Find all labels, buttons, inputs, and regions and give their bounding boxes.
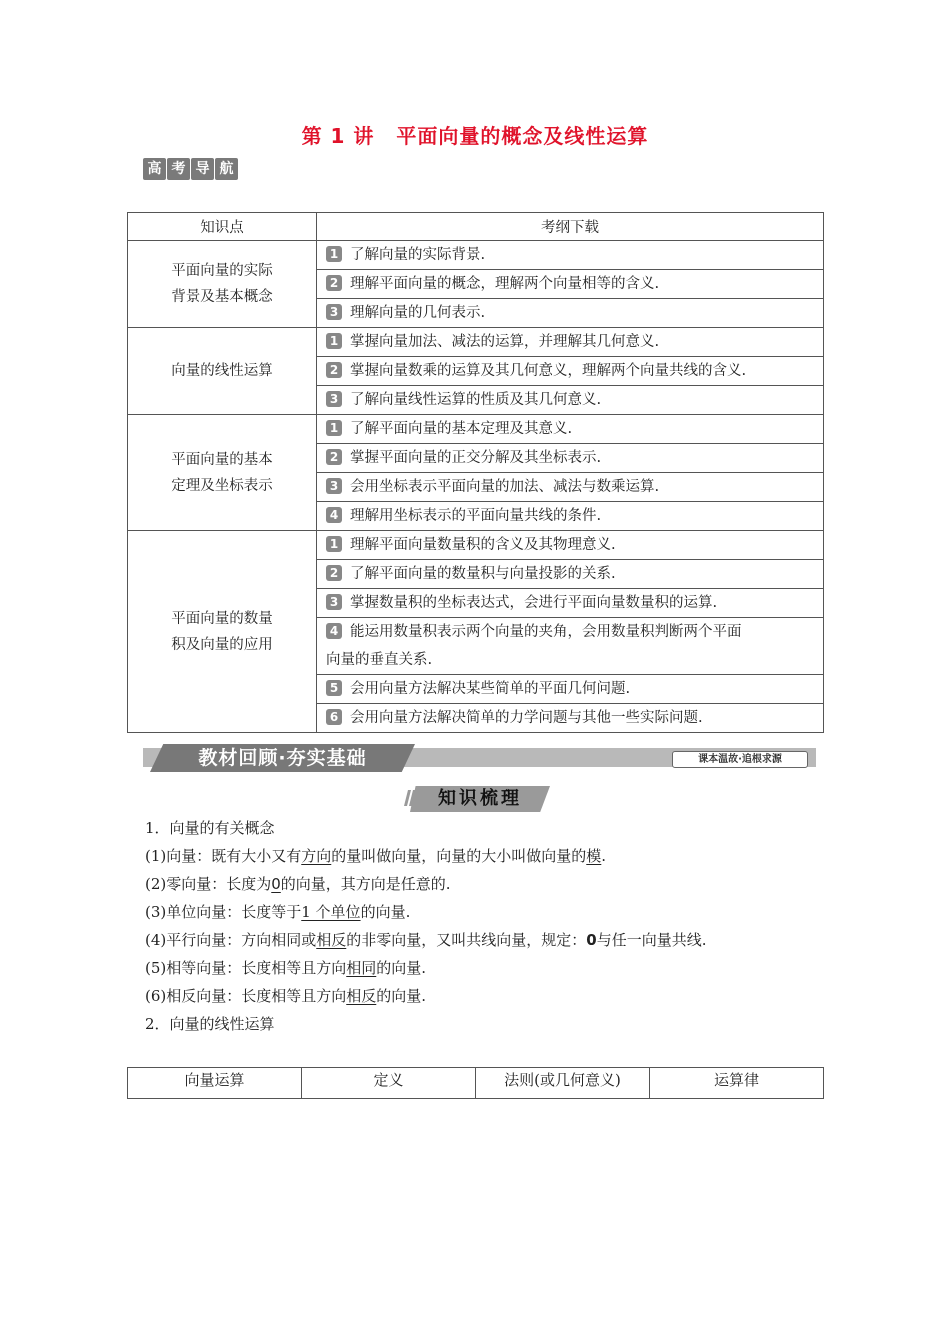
item-text-continued: 向量的垂直关系.	[326, 652, 433, 668]
outline-item	[317, 473, 824, 502]
header-outline: 考纲下载	[317, 213, 824, 241]
text: (6)相反向量：长度相等且方向	[145, 987, 347, 1005]
item-text: 了解平面向量的基本定理及其意义.	[350, 421, 573, 437]
banner-title: 教材回顾·夯实基础	[198, 747, 367, 769]
item-text: 理解向量的几何表示.	[350, 305, 486, 321]
topic-line: 平面向量的数量	[171, 610, 273, 627]
nav-char: 考	[167, 158, 190, 180]
heading-vector-concepts: 1．向量的有关概念	[145, 819, 275, 837]
item-text: 了解向量的实际背景.	[350, 247, 486, 263]
nav-char: 高	[143, 158, 166, 180]
number-badge: 2	[326, 275, 342, 291]
exam-guide-label	[143, 158, 238, 180]
item-text: 了解平面向量的数量积与向量投影的关系.	[350, 566, 616, 582]
number-badge: 2	[326, 362, 342, 378]
number-badge: 3	[326, 478, 342, 494]
text: 的非零向量，又叫共线向量，规定：	[346, 931, 587, 949]
topic-cell	[128, 241, 317, 328]
outline-item	[317, 675, 824, 704]
text: (5)相等向量：长度相等且方向	[145, 959, 347, 977]
outline-item	[317, 328, 824, 357]
number-badge: 5	[326, 680, 342, 696]
lecture-number: 第 1 讲	[301, 124, 375, 148]
outline-item	[317, 415, 824, 444]
topic-line: 积及向量的应用	[171, 636, 273, 653]
item-text: 掌握平面向量的正交分解及其坐标表示.	[350, 450, 602, 466]
section-heading: 知识梳理	[438, 788, 522, 809]
outline-item	[317, 444, 824, 473]
answer-blank: 相反	[316, 931, 347, 949]
outline-item	[317, 502, 824, 531]
table-row	[128, 241, 824, 270]
text: 与任一向量共线.	[596, 931, 707, 949]
table-header-row	[128, 213, 824, 241]
nav-char: 导	[191, 158, 214, 180]
topic-line: 向量的线性运算	[171, 363, 273, 379]
item-text: 理解平面向量数量积的含义及其物理意义.	[350, 537, 616, 553]
text: (2)零向量：长度为	[145, 875, 272, 893]
heading-linear-operations: 2．向量的线性运算	[145, 1015, 275, 1033]
text: .	[601, 847, 607, 865]
lecture-title: 平面向量的概念及线性运算	[396, 124, 649, 148]
number-badge: 6	[326, 709, 342, 725]
syllabus-table	[127, 212, 824, 733]
table-row	[128, 531, 824, 560]
nav-char: 航	[215, 158, 238, 180]
number-badge: 4	[326, 623, 342, 639]
text: (1)向量：既有大小又有	[145, 847, 302, 865]
text: 的向量.	[360, 903, 411, 921]
topic-cell	[128, 415, 317, 531]
answer-blank: 方向	[301, 847, 332, 865]
item-text: 理解平面向量的概念，理解两个向量相等的含义.	[350, 276, 660, 292]
number-badge: 4	[326, 507, 342, 523]
item-text: 掌握向量数乘的运算及其几何意义，理解两个向量共线的含义.	[350, 363, 747, 379]
outline-item	[317, 386, 824, 415]
table-header-row	[128, 1068, 824, 1099]
topic-cell	[128, 531, 317, 733]
outline-item	[317, 270, 824, 299]
topic-line: 平面向量的实际	[171, 263, 273, 279]
text: 的量叫做向量，向量的大小叫做向量的	[331, 847, 587, 865]
answer-blank: 模	[586, 847, 602, 865]
concept-unit-vector	[145, 901, 410, 923]
outline-item	[317, 299, 824, 328]
outline-item	[317, 560, 824, 589]
number-badge: 2	[326, 565, 342, 581]
number-badge: 3	[326, 391, 342, 407]
concept-equal-vector	[145, 957, 426, 979]
topic-line: 平面向量的基本	[171, 451, 273, 468]
zero-vector-symbol: 0	[586, 931, 597, 949]
header-topic: 知识点	[128, 213, 317, 241]
number-badge: 1	[326, 333, 342, 349]
banner-tag: 课本温故·追根求源	[672, 751, 808, 768]
outline-item	[317, 618, 824, 675]
item-text: 理解用坐标表示的平面向量共线的条件.	[350, 508, 602, 524]
outline-item	[317, 357, 824, 386]
number-badge: 3	[326, 594, 342, 610]
number-badge: 2	[326, 449, 342, 465]
operations-table	[127, 1067, 824, 1099]
outline-item	[317, 241, 824, 270]
header-rule: 法则(或几何意义)	[476, 1068, 650, 1099]
table-row	[128, 415, 824, 444]
number-badge: 3	[326, 304, 342, 320]
answer-blank: 相反	[346, 987, 377, 1005]
concept-vector	[145, 845, 606, 867]
number-badge: 1	[326, 246, 342, 262]
page-title	[0, 120, 950, 149]
outline-item	[317, 589, 824, 618]
text: (4)平行向量：方向相同或	[145, 931, 317, 949]
item-text: 了解向量线性运算的性质及其几何意义.	[350, 392, 602, 408]
topic-line: 定理及坐标表示	[171, 477, 273, 494]
item-text: 掌握数量积的坐标表达式，会进行平面向量数量积的运算.	[350, 595, 718, 611]
item-text: 会用向量方法解决简单的力学问题与其他一些实际问题.	[350, 710, 703, 726]
number-badge: 1	[326, 536, 342, 552]
concept-opposite-vector	[145, 985, 426, 1007]
header-laws: 运算律	[650, 1068, 824, 1099]
text: 的向量.	[376, 987, 427, 1005]
item-text: 能运用数量积表示两个向量的夹角，会用数量积判断两个平面	[350, 624, 742, 640]
topic-cell	[128, 328, 317, 415]
table-row	[128, 328, 824, 357]
concept-zero-vector	[145, 873, 451, 895]
outline-item	[317, 531, 824, 560]
item-text: 会用坐标表示平面向量的加法、减法与数乘运算.	[350, 479, 660, 495]
header-definition: 定义	[302, 1068, 476, 1099]
topic-line: 背景及基本概念	[171, 289, 273, 305]
answer-blank: 1 个单位	[301, 903, 361, 921]
text: 的向量.	[376, 959, 427, 977]
header-operation: 向量运算	[128, 1068, 302, 1099]
answer-blank: 相同	[346, 959, 377, 977]
text: (3)单位向量：长度等于	[145, 903, 302, 921]
item-text: 会用向量方法解决某些简单的平面几何问题.	[350, 681, 631, 697]
outline-item	[317, 704, 824, 733]
answer-blank: 0	[271, 875, 281, 893]
concept-parallel-vector	[145, 929, 707, 951]
text: 的向量，其方向是任意的.	[280, 875, 451, 893]
number-badge: 1	[326, 420, 342, 436]
item-text: 掌握向量加法、减法的运算，并理解其几何意义.	[350, 334, 660, 350]
